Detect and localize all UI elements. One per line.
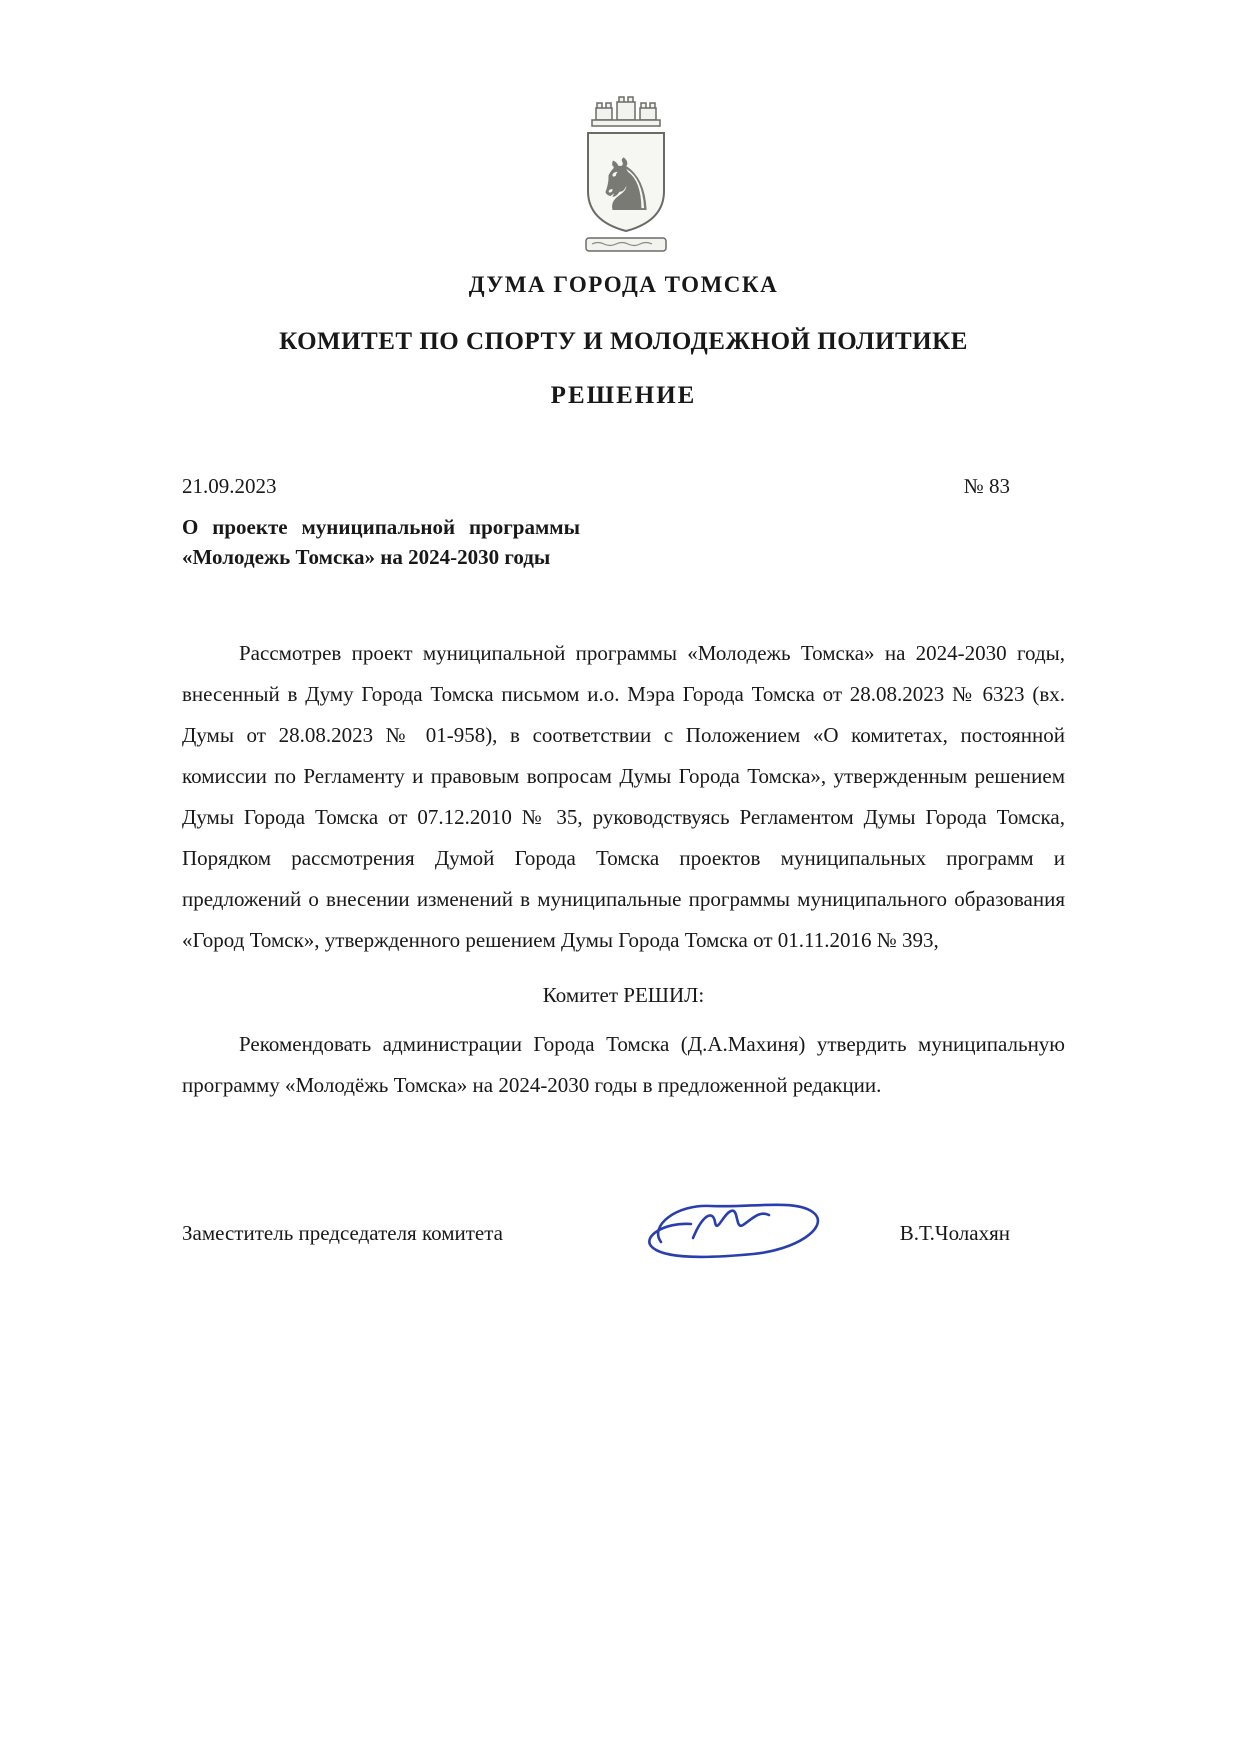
resolution-heading: Комитет РЕШИЛ: (542, 982, 705, 1007)
signer-position: Заместитель председателя комитета (182, 1221, 503, 1246)
resolution-paragraph: Рекомендовать администрации Города Томска (Д.А.Махиня) утвердить муниципальную программу «Молодёжь Томска» на 2024-2030 годы в предложенной редакции. (182, 1031, 1065, 1097)
tomsk-coat-of-arms-icon (559, 92, 689, 258)
committee-name: КОМИТЕТ ПО СПОРТУ И МОЛОДЕЖНОЙ ПОЛИТИКЕ (279, 328, 968, 355)
coat-of-arms-drawing (559, 92, 689, 258)
preamble-paragraph: Рассмотрев проект муниципальной программы «Молодежь Томска» на 2024-2030 годы, внесенный в Думу Города Томска письмом и.о. Мэра Города Томска от 28.08.2023 № 6323 (вх. Думы от 28.08.2023 № 01-958), в соответствии с Положением «О комитетах, постоянной комиссии по Регламенту и правовым вопросам Думы Города Томска», утвержденным решением Думы Города Томска от 07.12.2010 № 35, руководствуясь Регламентом Думы Города Томска, Порядком рассмотрения Думой Города Томска проектов муниципальных программ и предложений о внесении изменений в муниципальные программы муниципального образования «Город Томск», утвержденного решением Думы Города Томска от 01.11.2016 № 393, (182, 640, 1065, 952)
meta-row (182, 474, 1065, 499)
document-type-heading: РЕШЕНИЕ (550, 382, 697, 409)
signature-row (182, 1192, 1065, 1276)
document-date: 21.09.2023 (182, 474, 277, 498)
document-subject: О проекте муниципальной программы «Молодежь Томска» на 2024-2030 годы (182, 515, 580, 569)
document-number: № 83 (963, 474, 1010, 498)
svg-text:♞: ♞ (593, 143, 658, 227)
signature-flourish-drawing (631, 1192, 831, 1270)
signer-name: В.Т.Чолахян (899, 1221, 1010, 1246)
organization-name: ДУМА ГОРОДА ТОМСКА (468, 272, 779, 297)
handwritten-signature-icon (631, 1192, 831, 1276)
